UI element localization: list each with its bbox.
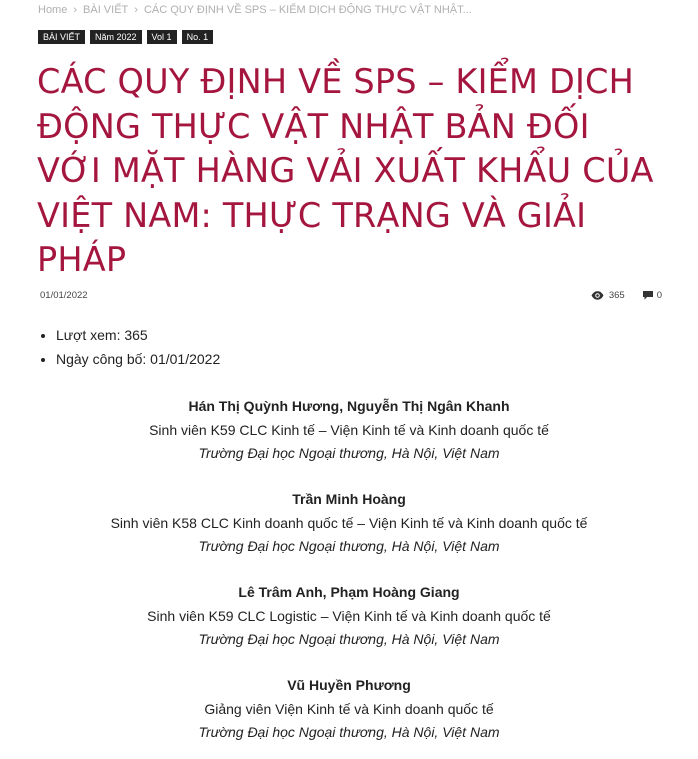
author-list	[0, 396, 698, 746]
views-count	[591, 290, 625, 301]
author-name: Vũ Huyền Phương	[287, 677, 411, 693]
article-stats	[38, 324, 220, 372]
author-affiliation: Trường Đại học Ngoại thương, Hà Nội, Việt Nam	[198, 631, 500, 647]
breadcrumb-separator: ›	[73, 4, 78, 16]
author-role: Sinh viên K59 CLC Logistic – Viện Kinh tế và Kinh doanh quốc tế	[147, 607, 551, 624]
breadcrumb-home[interactable]: Home	[38, 4, 68, 16]
author-block	[0, 489, 698, 560]
breadcrumb-category[interactable]: BÀI VIẾT	[83, 4, 129, 16]
author-role: Giảng viên Viện Kinh tế và Kinh doanh quốc tế	[204, 700, 494, 717]
breadcrumb-current: CÁC QUY ĐỊNH VỀ SPS – KIỂM DỊCH ĐỘNG THỰC VẬT NHẬT...	[143, 4, 472, 16]
tag-number[interactable]: No. 1	[182, 30, 214, 44]
tag-volume[interactable]: Vol 1	[147, 30, 177, 44]
author-block	[0, 396, 698, 467]
tag-list	[38, 30, 213, 44]
author-block	[0, 675, 698, 746]
breadcrumb	[38, 4, 472, 20]
author-block	[0, 582, 698, 653]
eye-icon	[591, 291, 604, 300]
tag-category[interactable]: BÀI VIẾT	[38, 30, 85, 44]
author-affiliation: Trường Đại học Ngoại thương, Hà Nội, Việt Nam	[198, 538, 500, 554]
stat-publish-date: • Ngày công bố: 01/01/2022	[56, 348, 220, 372]
author-role: Sinh viên K59 CLC Kinh tế – Viện Kinh tế và Kinh doanh quốc tế	[149, 421, 549, 438]
breadcrumb-separator: ›	[134, 4, 138, 16]
post-meta	[591, 290, 662, 301]
stat-views: • Lượt xem: 365	[56, 324, 220, 348]
tag-year[interactable]: Năm 2022	[90, 30, 142, 44]
author-role: Sinh viên K58 CLC Kinh doanh quốc tế – Viện Kinh tế và Kinh doanh quốc tế	[110, 514, 588, 531]
views-value: 365	[608, 290, 625, 301]
author-name: Lê Trâm Anh, Phạm Hoàng Giang	[238, 584, 460, 600]
author-affiliation: Trường Đại học Ngoại thương, Hà Nội, Việt Nam	[198, 445, 500, 461]
author-affiliation: Trường Đại học Ngoại thương, Hà Nội, Việt Nam	[198, 724, 500, 740]
author-name: Trần Minh Hoàng	[292, 491, 406, 507]
page-title: CÁC QUY ĐỊNH VỀ SPS – KIỂM DỊCH ĐỘNG THỰC VẬT NHẬT BẢN ĐỐI VỚI MẶT HÀNG VẢI XUẤT KHẨU CỦA VIỆT NAM: THỰC TRẠNG VÀ GIẢI PHÁP	[37, 62, 654, 279]
author-name: Hán Thị Quỳnh Hương, Nguyễn Thị Ngân Khanh	[188, 398, 510, 414]
comment-icon	[643, 291, 653, 300]
comments-count[interactable]	[643, 290, 662, 301]
comments-value: 0	[656, 290, 662, 301]
publish-date: 01/01/2022	[40, 290, 88, 301]
